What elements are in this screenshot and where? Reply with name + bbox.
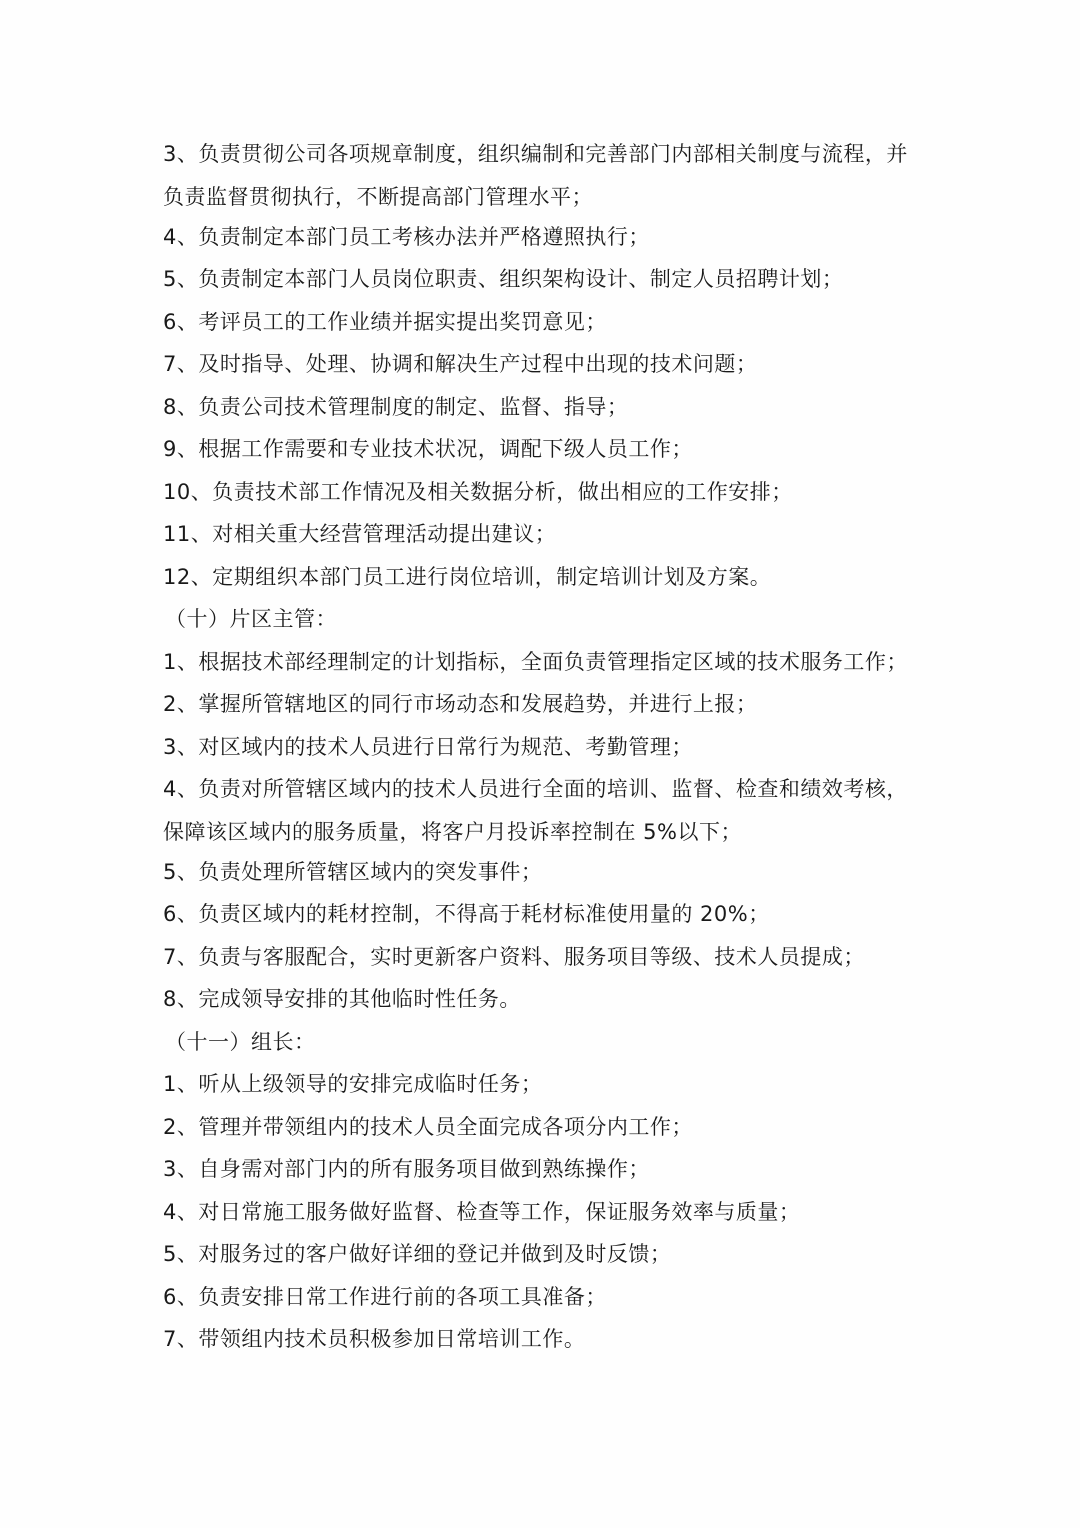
line-3: 4、负责制定本部门员工考核办法并严格遵照执行； — [163, 224, 650, 249]
line-24: 2、管理并带领组内的技术人员全面完成各项分内工作； — [163, 1114, 693, 1139]
line-23: 1、听从上级领导的安排完成临时任务； — [163, 1072, 543, 1096]
line-5: 6、考评员工的工作业绩并据实提出奖罚意见； — [163, 309, 607, 334]
section-heading-10: （十）片区主管： — [165, 607, 337, 631]
section-heading-11: （十一）组长： — [165, 1029, 316, 1054]
line-29: 7、带领组内技术员积极参加日常培训工作。 — [163, 1327, 586, 1351]
line-9: 10、负责技术部工作情况及相关数据分析，做出相应的工作安排； — [163, 479, 793, 504]
line-17: 保障该区域内的服务质量，将客户月投诉率控制在 5%以下； — [163, 819, 742, 844]
line-8: 9、根据工作需要和专业技术状况，调配下级人员工作； — [163, 437, 693, 461]
line-28: 6、负责安排日常工作进行前的各项工具准备； — [163, 1284, 607, 1309]
line-27: 5、对服务过的客户做好详细的登记并做到及时反馈； — [163, 1242, 672, 1266]
line-25: 3、自身需对部门内的所有服务项目做到熟练操作； — [163, 1157, 650, 1181]
line-16: 4、负责对所管辖区域内的技术人员进行全面的培训、监督、检查和绩效考核， — [163, 777, 908, 801]
line-19: 6、负责区域内的耗材控制，不得高于耗材标准使用量的 20%； — [163, 902, 770, 926]
line-4: 5、负责制定本部门人员岗位职责、组织架构设计、制定人员招聘计划； — [163, 267, 844, 291]
line-7: 8、负责公司技术管理制度的制定、监督、指导； — [163, 394, 629, 419]
line-14: 2、掌握所管辖地区的同行市场动态和发展趋势，并进行上报； — [163, 692, 758, 716]
line-1: 3、负责贯彻公司各项规章制度，组织编制和完善部门内部相关制度与流程，并 — [163, 142, 908, 166]
line-18: 5、负责处理所管辖区域内的突发事件； — [163, 859, 543, 884]
line-11: 12、定期组织本部门员工进行岗位培训，制定培训计划及方案。 — [163, 564, 772, 589]
line-21: 8、完成领导安排的其他临时性任务。 — [163, 987, 521, 1011]
line-13: 1、根据技术部经理制定的计划指标，全面负责管理指定区域的技术服务工作； — [163, 649, 908, 674]
line-15: 3、对区域内的技术人员进行日常行为规范、考勤管理； — [163, 734, 693, 759]
line-6: 7、及时指导、处理、协调和解决生产过程中出现的技术问题； — [163, 352, 758, 376]
line-20: 7、负责与客服配合，实时更新客户资料、服务项目等级、技术人员提成； — [163, 944, 865, 969]
line-10: 11、对相关重大经营管理活动提出建议； — [163, 522, 557, 546]
document-body — [163, 136, 933, 1364]
line-2: 负责监督贯彻执行，不断提高部门管理水平； — [163, 184, 593, 209]
line-26: 4、对日常施工服务做好监督、检查等工作，保证服务效率与质量； — [163, 1199, 801, 1224]
